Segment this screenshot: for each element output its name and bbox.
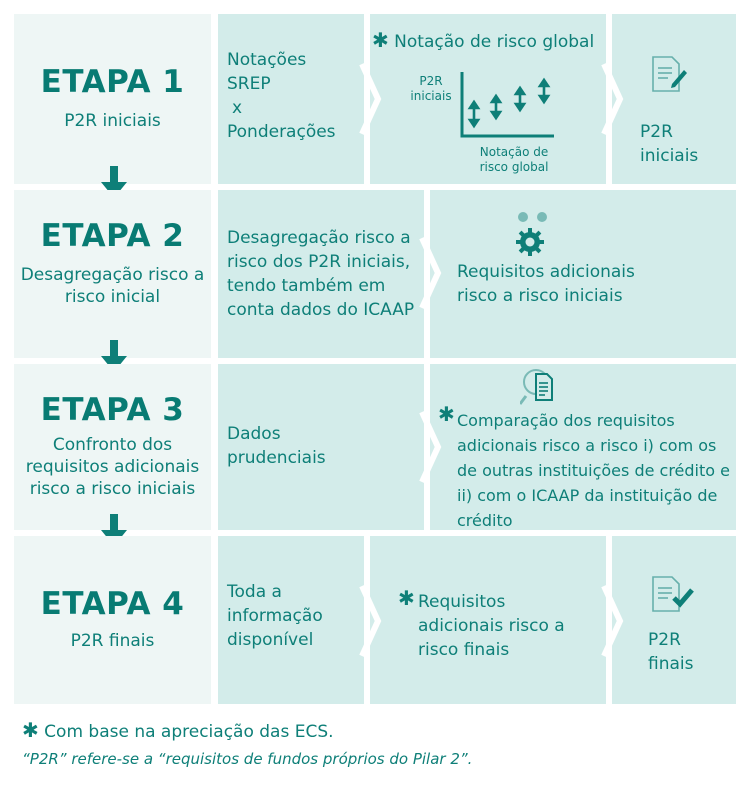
- chevron-right-icon: [604, 64, 620, 134]
- p2r-note: “P2R” refere-se a “requisitos de fundos próprios do Pilar 2”.: [22, 750, 473, 768]
- row3-input-cell: [218, 364, 424, 530]
- row1-chart-ylabel: P2R iniciais: [410, 74, 452, 103]
- row4-input-text: Toda a informação disponível: [227, 582, 323, 650]
- row4-middle-text: Requisitos adicionais risco a risco finais: [418, 592, 565, 660]
- asterisk-icon: ✱: [398, 586, 415, 610]
- stage-4-title: ETAPA 4: [40, 586, 185, 622]
- row2-result-text: Requisitos adicionais risco a risco iniciais: [457, 262, 635, 306]
- row2-input-text: Desagregação risco a risco dos P2R iniciais, tendo também em conta dados do ICAAP: [227, 228, 415, 320]
- row1-result-text: P2R iniciais: [640, 122, 699, 166]
- document-pen-icon: [650, 54, 688, 94]
- row3-result-cell: [430, 364, 736, 530]
- row1-inputs-cell: [218, 14, 364, 184]
- row4-middle-cell: [370, 536, 606, 704]
- row2-input-cell: [218, 190, 424, 358]
- stage-4-box: [14, 536, 211, 704]
- footnote: [22, 718, 334, 742]
- row4-result-cell: [612, 536, 736, 704]
- row1-input-line2: SREP: [227, 74, 271, 94]
- row1-chart-cell: [370, 14, 606, 184]
- stage-1-subtitle: P2R iniciais: [64, 111, 161, 131]
- stage-3-subtitle: Confronto dos requisitos adicionais risco a risco iniciais: [25, 435, 200, 499]
- chevron-right-icon: [604, 586, 620, 656]
- asterisk-icon: ✱: [372, 28, 389, 52]
- row1-chart-title-line: [372, 28, 594, 54]
- gears-icon: [510, 208, 558, 258]
- row3-asterisk: [438, 402, 455, 428]
- row1-result-cell: [612, 14, 736, 184]
- row1-chart-title: Notação de risco global: [394, 32, 595, 52]
- row1-chart-xlabel: Notação de risco global: [479, 145, 549, 174]
- stage-2-box: [14, 190, 211, 358]
- row1-input-line1: Notações: [227, 50, 307, 70]
- chevron-right-icon: [362, 64, 378, 134]
- row1-input-line3: x: [232, 98, 243, 118]
- row4-asterisk: [398, 586, 415, 612]
- stage-1-title: ETAPA 1: [40, 64, 185, 100]
- row4-result-text: P2R finais: [648, 630, 694, 674]
- chevron-right-icon: [422, 238, 438, 308]
- chevron-right-icon: [362, 586, 378, 656]
- scatter-axes-icon: [458, 70, 558, 142]
- row1-input-line4: Ponderações: [227, 122, 336, 142]
- stage-4-subtitle: P2R finais: [70, 631, 155, 651]
- row2-result-cell: [430, 190, 736, 358]
- chevron-right-icon: [422, 412, 438, 482]
- stage-2-title: ETAPA 2: [40, 218, 185, 254]
- asterisk-icon: ✱: [438, 402, 455, 426]
- asterisk-icon: ✱: [22, 718, 39, 742]
- stage-1-box: [14, 14, 211, 184]
- row3-result-text: Comparação dos requisitos adicionais risco a risco i) com os de outras instituições de crédito e ii) com o ICAAP da instituição de crédito: [457, 411, 730, 530]
- document-check-icon: [650, 574, 694, 614]
- footnote-text: Com base na apreciação das ECS.: [44, 722, 334, 742]
- stage-3-title: ETAPA 3: [40, 392, 185, 428]
- stage-2-subtitle: Desagregação risco a risco inicial: [20, 265, 205, 307]
- row4-input-cell: [218, 536, 364, 704]
- magnifier-document-icon: [520, 366, 560, 408]
- row3-input-text: Dados prudenciais: [227, 424, 326, 468]
- stage-3-box: [14, 364, 211, 530]
